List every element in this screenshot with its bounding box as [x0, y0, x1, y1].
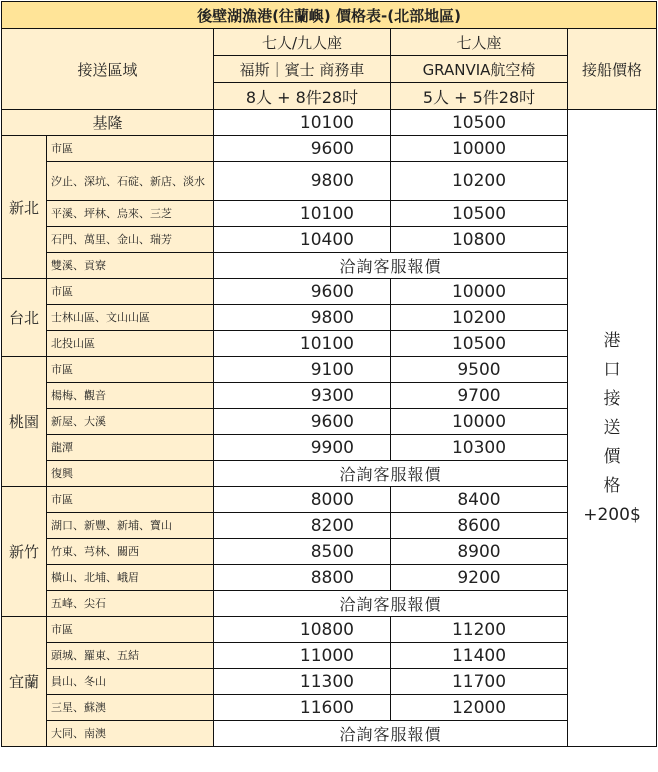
price-cell: 9100	[214, 357, 391, 383]
subarea-label: 員山、冬山	[47, 669, 214, 695]
subarea-label: 士林山區、文山山區	[47, 305, 214, 331]
price-cell: 10100	[214, 110, 391, 136]
col2-capacity-header: 5人 + 5件28吋	[391, 83, 568, 110]
subarea-label: 新屋、大溪	[47, 409, 214, 435]
subarea-label: 復興	[47, 461, 214, 487]
subarea-label: 石門、萬里、金山、瑞芳	[47, 227, 214, 253]
price-cell: 10400	[214, 227, 391, 253]
port-surcharge-note: 港 口 接 送 價 格 +200$	[568, 110, 657, 747]
price-cell: 8400	[391, 487, 568, 513]
subarea-label: 市區	[47, 487, 214, 513]
price-cell: 8500	[214, 539, 391, 565]
price-cell: 10100	[214, 331, 391, 357]
price-cell: 10000	[391, 279, 568, 305]
region-keelung: 基隆	[2, 110, 214, 136]
region-taoyuan: 桃園	[2, 357, 47, 487]
subarea-label: 市區	[47, 357, 214, 383]
col1-model-header: 福斯｜賓士 商務車	[214, 56, 391, 83]
subarea-label: 竹東、芎林、關西	[47, 539, 214, 565]
price-cell: 11300	[214, 669, 391, 695]
region-yilan: 宜蘭	[2, 617, 47, 747]
subarea-label: 市區	[47, 136, 214, 162]
subarea-label: 市區	[47, 617, 214, 643]
subarea-label: 北投山區	[47, 331, 214, 357]
price-cell: 9800	[214, 162, 391, 201]
price-cell: 10200	[391, 162, 568, 201]
price-cell: 8000	[214, 487, 391, 513]
subarea-label: 平溪、坪林、烏來、三芝	[47, 201, 214, 227]
inquire-cell: 洽詢客服報價	[214, 591, 568, 617]
region-taipei: 台北	[2, 279, 47, 357]
subarea-label: 龍潭	[47, 435, 214, 461]
subarea-label: 湖口、新豐、新埔、寶山	[47, 513, 214, 539]
price-cell: 8900	[391, 539, 568, 565]
price-cell: 9800	[214, 305, 391, 331]
price-cell: 8600	[391, 513, 568, 539]
price-cell: 8800	[214, 565, 391, 591]
price-cell: 11700	[391, 669, 568, 695]
price-cell: 11400	[391, 643, 568, 669]
price-cell: 9600	[214, 409, 391, 435]
price-cell: 9600	[214, 279, 391, 305]
price-cell: 10500	[391, 110, 568, 136]
subarea-label: 楊梅、觀音	[47, 383, 214, 409]
price-cell: 10500	[391, 331, 568, 357]
price-cell: 12000	[391, 695, 568, 721]
subarea-label: 橫山、北埔、峨眉	[47, 565, 214, 591]
subarea-label: 市區	[47, 279, 214, 305]
price-cell: 9300	[214, 383, 391, 409]
port-price-header: 接船價格	[568, 29, 657, 110]
inquire-cell: 洽詢客服報價	[214, 721, 568, 747]
region-hsinchu: 新竹	[2, 487, 47, 617]
inquire-cell: 洽詢客服報價	[214, 253, 568, 279]
price-cell: 9700	[391, 383, 568, 409]
price-cell: 10800	[214, 617, 391, 643]
price-table	[1, 1, 657, 747]
col1-capacity-header: 8人 + 8件28吋	[214, 83, 391, 110]
price-cell: 10000	[391, 409, 568, 435]
price-cell: 9500	[391, 357, 568, 383]
table-title: 後壁湖漁港(往蘭嶼) 價格表-(北部地區)	[2, 2, 657, 29]
price-cell: 8200	[214, 513, 391, 539]
subarea-label: 大同、南澳	[47, 721, 214, 747]
price-cell: 9900	[214, 435, 391, 461]
price-cell: 10200	[391, 305, 568, 331]
price-cell: 11600	[214, 695, 391, 721]
price-cell: 11000	[214, 643, 391, 669]
region-newtaipei: 新北	[2, 136, 47, 279]
inquire-cell: 洽詢客服報價	[214, 461, 568, 487]
subarea-label: 頭城、羅東、五結	[47, 643, 214, 669]
price-cell: 10000	[391, 136, 568, 162]
price-cell: 10300	[391, 435, 568, 461]
subarea-label: 五峰、尖石	[47, 591, 214, 617]
subarea-label: 三星、蘇澳	[47, 695, 214, 721]
price-cell: 9200	[391, 565, 568, 591]
price-cell: 10800	[391, 227, 568, 253]
col1-seats-header: 七人/九人座	[214, 29, 391, 56]
subarea-label: 汐止、深坑、石碇、新店、淡水	[47, 162, 214, 201]
area-header: 接送區域	[2, 29, 214, 110]
price-cell: 10100	[214, 201, 391, 227]
price-cell: 9600	[214, 136, 391, 162]
price-cell: 10500	[391, 201, 568, 227]
subarea-label: 雙溪、貢寮	[47, 253, 214, 279]
col2-seats-header: 七人座	[391, 29, 568, 56]
col2-model-header: GRANVIA航空椅	[391, 56, 568, 83]
price-cell: 11200	[391, 617, 568, 643]
